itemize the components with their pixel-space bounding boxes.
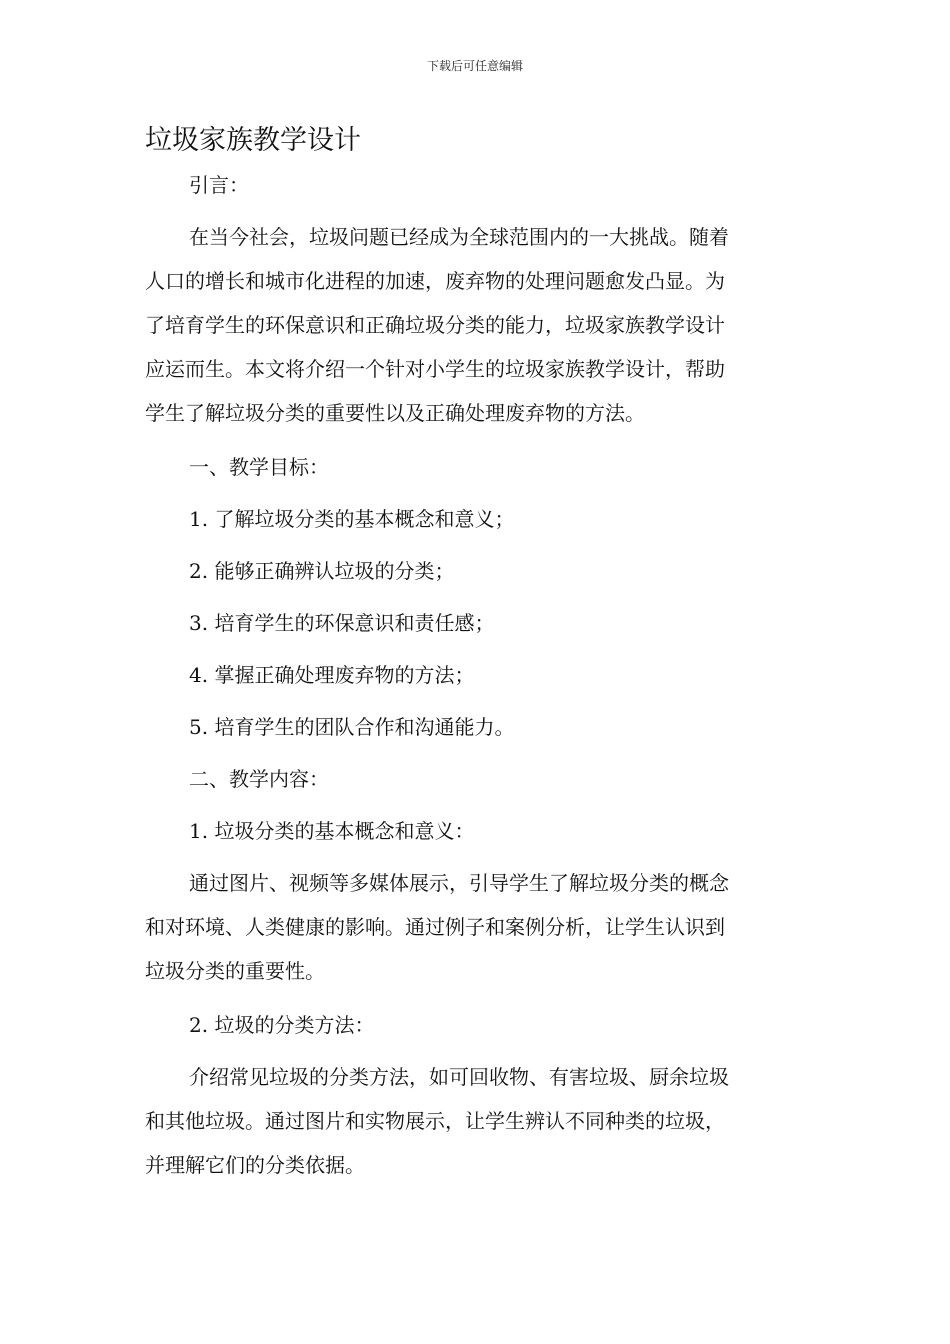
- document-title: 垃圾家族教学设计: [145, 125, 361, 156]
- paragraph-line: 学生了解垃圾分类的重要性以及正确处理废弃物的方法。: [145, 401, 645, 425]
- paragraph-line: 了培育学生的环保意识和正确垃圾分类的能力，垃圾家族教学设计: [145, 313, 725, 337]
- paragraph-line: 垃圾分类的重要性。: [145, 959, 325, 983]
- paragraph-line: 应运而生。本文将介绍一个针对小学生的垃圾家族教学设计，帮助: [145, 357, 725, 381]
- subsection-heading: 1. 垃圾分类的基本概念和意义：: [189, 819, 475, 843]
- paragraph-line: 介绍常见垃圾的分类方法，如可回收物、有害垃圾、厨余垃圾: [189, 1065, 729, 1089]
- list-item: 4. 掌握正确处理废弃物的方法；: [189, 663, 475, 687]
- paragraph-line: 人口的增长和城市化进程的加速，废弃物的处理问题愈发凸显。为: [145, 269, 725, 293]
- section-heading-objectives: 一、教学目标：: [189, 455, 329, 479]
- paragraph-line: 和其他垃圾。通过图片和实物展示，让学生辨认不同种类的垃圾，: [145, 1109, 725, 1133]
- paragraph-line: 并理解它们的分类依据。: [145, 1153, 365, 1177]
- section-heading-content: 二、教学内容：: [189, 767, 329, 791]
- list-item: 5. 培育学生的团队合作和沟通能力。: [189, 715, 515, 739]
- paragraph-line: 在当今社会，垃圾问题已经成为全球范围内的一大挑战。随着: [189, 225, 729, 249]
- subsection-heading: 2. 垃圾的分类方法：: [189, 1013, 375, 1037]
- header-note: 下载后可任意编辑: [426, 59, 523, 73]
- list-item: 2. 能够正确辨认垃圾的分类；: [189, 559, 455, 583]
- intro-heading: 引言：: [189, 173, 249, 197]
- list-item: 1. 了解垃圾分类的基本概念和意义；: [189, 507, 515, 531]
- paragraph-line: 和对环境、人类健康的影响。通过例子和案例分析，让学生认识到: [145, 915, 725, 939]
- list-item: 3. 培育学生的环保意识和责任感；: [189, 611, 495, 635]
- paragraph-line: 通过图片、视频等多媒体展示，引导学生了解垃圾分类的概念: [189, 871, 729, 895]
